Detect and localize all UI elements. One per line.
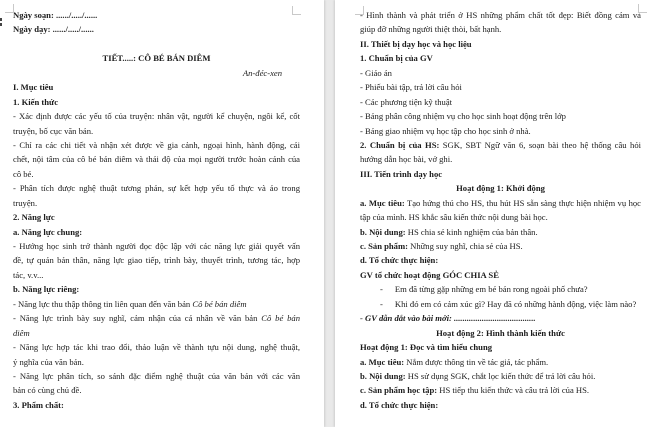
text-run: HS chia sẻ kinh nghiệm của bản thân.: [405, 226, 538, 237]
text-run: HS tiếp thu kiến thức và câu trả lời của HS.: [437, 385, 590, 396]
text-run: Ngày soạn: ....../...../......: [13, 10, 98, 20]
text-run: SGK, SBT Ngữ văn 6, soạn bài theo hệ thống câu hỏi: [439, 139, 641, 150]
text-run: tác, v.v...: [13, 269, 44, 280]
text-run: Những suy nghĩ, chia sẻ của HS.: [408, 241, 523, 251]
text-run: 3. Phẩm chất:: [13, 399, 64, 410]
text-line: [13, 8, 300, 22]
text-line: [13, 369, 300, 383]
text-run: TIẾT.....: CÔ BÉ BÁN DIÊM: [102, 53, 211, 64]
text-line: [13, 152, 300, 166]
text-run: GV tổ chức hoạt động GÓC CHIA SẺ: [360, 269, 499, 280]
text-run: c. Sản phẩm:: [360, 241, 408, 251]
text-line: [360, 253, 641, 267]
text-line: [360, 138, 641, 152]
text-run: - Năng lực trình bày suy nghĩ, cảm nhận của cá nhân về văn bản: [13, 313, 262, 324]
document-page-right[interactable]: [335, 0, 650, 427]
text-line: [13, 398, 300, 412]
text-line: [13, 22, 300, 36]
text-run: cô bé.: [13, 168, 34, 179]
text-run: HS sử dụng SGK, chắt lọc kiến thức để trả lời câu hỏi.: [405, 370, 596, 381]
text-run: - Bảng phân công nhiệm vụ cho học sinh hoạt động trên lớp: [360, 111, 566, 122]
text-line: [13, 109, 300, 123]
text-line: [360, 167, 641, 181]
text-run: Hoạt động 2: Hình thành kiến thức: [436, 327, 565, 338]
text-run: -: [380, 284, 383, 295]
text-line: [13, 181, 300, 195]
text-run: b. Nội dung:: [360, 370, 406, 381]
text-run: - Phân tích được nghệ thuật tương phản, sự kết hợp yếu tố thực và ảo trong: [13, 183, 300, 194]
text-run: - Giáo án: [360, 67, 392, 78]
text-line: [13, 138, 300, 152]
text-run: 1. Chuẩn bị của GV: [360, 53, 433, 64]
text-line: [360, 80, 641, 94]
text-line: [13, 268, 300, 282]
text-line: [360, 95, 641, 109]
text-line: [13, 124, 300, 138]
text-run: bản có cùng chủ đề.: [13, 385, 82, 396]
text-line: [360, 355, 641, 369]
text-run: - Bảng giao nhiệm vụ học tập cho học sinh ở nhà.: [360, 125, 531, 136]
text-run: - Năng lực hợp tác khi trao đổi, thảo luận về thành tựu nội dung, nghệ thuật,: [13, 342, 300, 353]
text-line: [360, 8, 641, 22]
text-line: [13, 167, 300, 181]
text-run: 2. Chuẩn bị của HS:: [360, 139, 440, 150]
text-line: [360, 181, 641, 195]
text-line: [13, 51, 300, 65]
adjacent-page-text-fragment: [0, 23, 2, 26]
text-run: d. Tổ chức thực hiện:: [360, 399, 439, 410]
adjacent-page-text-fragment: [0, 18, 2, 21]
text-line: [360, 239, 641, 253]
text-run: tập của mình. HS khắc sâu kiến thức nội dung bài học.: [360, 212, 548, 223]
text-run: - Phiếu bài tập, trả lời câu hỏi: [360, 82, 462, 93]
text-run: - Hình thành và phát triển ở HS những phẩm chất tốt đẹp: Biết đồng cảm và: [360, 10, 641, 20]
text-line: [360, 109, 641, 123]
text-run: - Năng lực thu thập thông tin liên quan đến văn bản: [13, 298, 193, 309]
text-line: [13, 66, 300, 80]
text-line: [13, 340, 300, 354]
text-line: [360, 22, 641, 36]
text-line: [360, 268, 641, 282]
text-run: - Chỉ ra các chi tiết và nhận xét được về gia cảnh, ngoại hình, hành động, cái: [13, 139, 300, 150]
text-run: Ngày dạy: ....../...../......: [13, 24, 94, 35]
text-run: Khi đó em có cảm xúc gì? Hay đã có những hành động, việc làm nào?: [394, 298, 637, 309]
text-line: [13, 297, 300, 311]
text-run: 1. Kiến thức: [13, 96, 59, 107]
text-line: [360, 398, 641, 412]
text-line: [360, 282, 641, 296]
text-line: [13, 355, 300, 369]
text-run: II. Thiết bị dạy học và học liệu: [360, 38, 472, 49]
text-run: - Xác định được các yếu tố của truyện: nhân vật, người kể chuyện, ngôi kể, cốt: [13, 111, 300, 122]
text-run: a. Năng lực chung:: [13, 226, 83, 237]
text-run: - GV dẫn dắt vào bài mới:: [360, 313, 454, 324]
text-run: - Năng lực phân tích, so sánh đặc điểm nghệ thuật của văn bản với các văn: [13, 370, 300, 381]
text-run: Hoạt động 1: Đọc và tìm hiểu chung: [360, 342, 493, 353]
text-run: -: [380, 298, 383, 309]
text-run: truyện, bố cục văn bản.: [13, 125, 94, 136]
text-line: [13, 282, 300, 296]
text-run: giúp đỡ những người thiệt thòi, bất hạnh.: [360, 24, 502, 35]
text-run: - Hướng học sinh trở thành người đọc độc lập với các năng lực giải quyết vấn: [13, 241, 300, 251]
text-line: [13, 225, 300, 239]
text-run: đề, tự quản bản thân, năng lực giao tiếp, trình bày, thuyết trình, tương tác, hợp: [13, 255, 300, 266]
text-run: I. Mục tiêu: [13, 82, 54, 93]
text-line: [360, 152, 641, 166]
text-line: [13, 95, 300, 109]
text-line: [13, 311, 300, 325]
text-line: [360, 383, 641, 397]
text-run: chết, nội tâm của cô bé bán diêm và thái độ của mọi người trước hoàn cảnh của: [13, 154, 300, 165]
text-line: [360, 297, 641, 311]
text-line: [360, 225, 641, 239]
text-line: [360, 66, 641, 80]
document-page-left[interactable]: [0, 0, 324, 427]
text-run: ......................................: [453, 313, 536, 324]
text-run: a. Mục tiêu:: [360, 197, 405, 208]
text-run: Em đã từng gặp những em bé bán rong ngoài phố chưa?: [394, 284, 588, 295]
text-run: III. Tiến trình dạy học: [360, 168, 443, 179]
text-line: [13, 196, 300, 210]
text-line: [360, 311, 641, 325]
text-line: [13, 210, 300, 224]
text-run: b. Nội dung:: [360, 226, 406, 237]
text-line: [360, 210, 641, 224]
text-line: [360, 196, 641, 210]
text-line: [13, 253, 300, 267]
text-run: Hoạt động 1: Khởi động: [456, 183, 545, 194]
text-line: [13, 383, 300, 397]
text-run: Cô bé bán diêm: [192, 298, 247, 309]
text-line: [360, 124, 641, 138]
text-run: Cô bé bán: [261, 313, 300, 324]
text-run: c. Sản phẩm học tập:: [360, 385, 438, 396]
text-run: truyện.: [13, 197, 38, 208]
text-run: a. Mục tiêu:: [360, 356, 405, 367]
text-line: [13, 80, 300, 94]
text-run: Tạo hứng thú cho HS, thu hút HS sẵn sàng thực hiện nhiệm vụ học: [404, 197, 641, 208]
text-line: [13, 326, 300, 340]
text-run: 2. Năng lực: [13, 212, 55, 223]
text-line: [360, 51, 641, 65]
text-line: [13, 37, 300, 51]
text-run: ý nghĩa của văn bản.: [13, 356, 84, 367]
text-line: [360, 340, 641, 354]
text-run: hướng dẫn học bài, vở ghi.: [360, 154, 453, 165]
text-run: b. Năng lực riêng:: [13, 284, 80, 295]
text-run: Nắm được thông tin về tác giả, tác phẩm.: [404, 356, 549, 367]
text-run: diêm: [13, 327, 30, 338]
text-run: d. Tổ chức thực hiện:: [360, 255, 439, 266]
text-line: [13, 239, 300, 253]
text-line: [360, 369, 641, 383]
text-run: An-đéc-xen: [242, 67, 282, 78]
text-run: - Các phương tiện kỹ thuật: [360, 96, 453, 107]
text-line: [360, 37, 641, 51]
text-line: [360, 326, 641, 340]
